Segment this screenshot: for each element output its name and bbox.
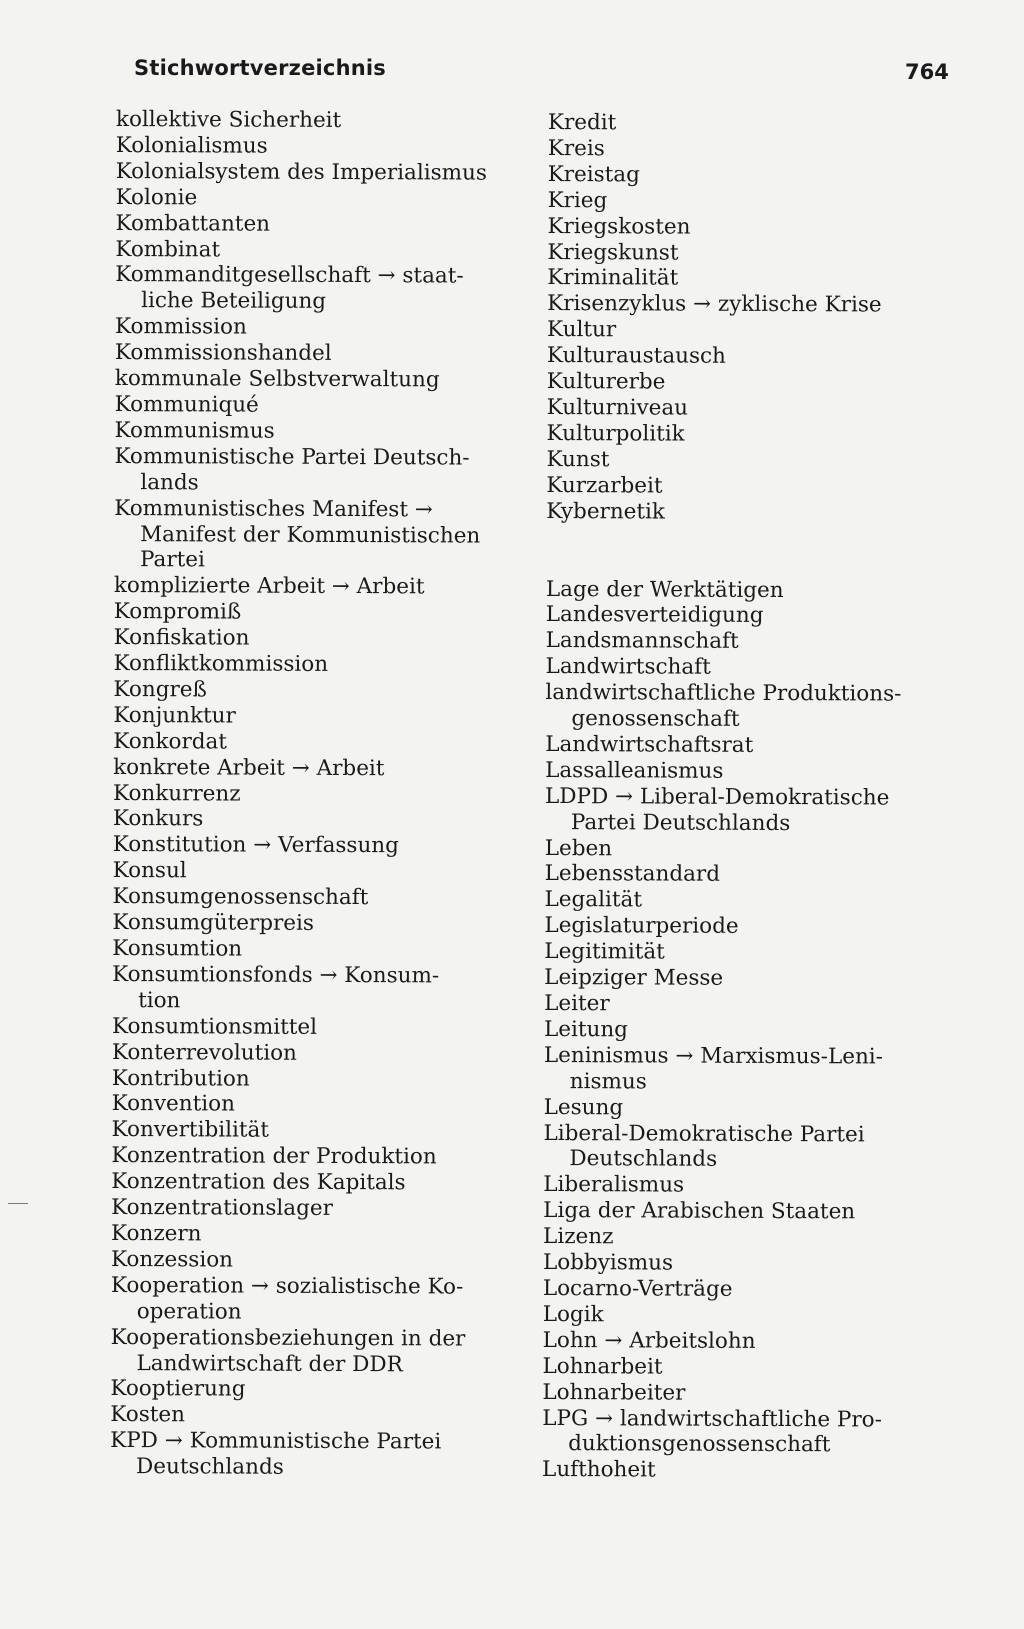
entry-term: Lizenz [543, 1224, 614, 1250]
entry-term: Lohnarbeit [542, 1353, 663, 1380]
index-entry [547, 214, 937, 242]
entry-term: Kommissionshandel [114, 340, 332, 367]
index-entry [547, 291, 937, 319]
index-entry [545, 758, 935, 786]
index-entry [115, 340, 510, 368]
index-entry [116, 185, 511, 213]
index-entry [113, 755, 508, 783]
index-entry [113, 703, 508, 731]
entry-term: Kongreß [113, 676, 207, 703]
entry-term: Kommanditgesellschaft → staat- [115, 262, 464, 289]
entry-continuation: tion [138, 987, 181, 1014]
entry-term: Konfliktkommission [113, 651, 329, 677]
index-entry [110, 1428, 505, 1482]
entry-continuation: Deutschlands [136, 1454, 284, 1480]
entry-term: Kontribution [111, 1065, 250, 1092]
entry-term: Kooperation → sozialistische Ko- [110, 1272, 464, 1300]
entry-term: Lassalleanismus [545, 757, 724, 784]
index-entry [543, 1198, 933, 1226]
entry-term: Kurzarbeit [546, 472, 663, 499]
entry-term: KPD → Kommunistische Partei [110, 1428, 442, 1455]
entry-term: Kombattanten [115, 210, 271, 237]
entry-term: Kompromiß [113, 599, 242, 625]
index-entry [110, 1402, 505, 1430]
entry-term: Konsumtionsfonds → Konsum- [112, 961, 440, 989]
entry-term: Konzentration des Kapitals [111, 1169, 406, 1196]
entry-term: konkrete Arbeit → Arbeit [113, 754, 385, 781]
entry-continuation: Partei [139, 547, 205, 573]
entry-continuation: liche Beteiligung [141, 288, 327, 315]
entry-term: Leipziger Messe [544, 965, 724, 991]
index-entry [116, 107, 511, 135]
index-entry [542, 1405, 932, 1459]
index-entry [113, 677, 508, 705]
page-number: 764 [905, 60, 949, 84]
index-entry [110, 1325, 505, 1379]
index-entry [544, 913, 934, 941]
index-entry [543, 1172, 933, 1200]
entry-term: Kooptierung [110, 1376, 246, 1402]
entry-term: Kommunistisches Manifest → [114, 495, 433, 522]
index-entry [548, 136, 938, 164]
entry-term: Leben [544, 835, 613, 861]
entry-term: Kosten [110, 1402, 186, 1428]
index-entry [112, 1091, 507, 1119]
index-entry [111, 1195, 506, 1223]
entry-term: Kombinat [115, 236, 221, 262]
index-entry [111, 1221, 506, 1249]
index-entry [114, 496, 509, 575]
index-entry [547, 240, 937, 268]
entry-term: Locarno-Verträge [542, 1275, 733, 1302]
entry-term: Lohnarbeiter [542, 1379, 686, 1406]
entry-term: Konjunktur [113, 702, 236, 729]
index-entry [114, 444, 509, 498]
index-entry [543, 1224, 933, 1252]
entry-term: Kulturpolitik [546, 420, 685, 447]
entry-term: Liga der Arabischen Staaten [543, 1198, 856, 1225]
index-entry [111, 1169, 506, 1197]
entry-term: Kreistag [547, 161, 640, 188]
entry-term: Konzentrationslager [111, 1195, 333, 1222]
entry-term: Konsumgüterpreis [112, 910, 314, 936]
entry-term: Kolonialismus [115, 132, 268, 159]
index-entry [544, 939, 934, 967]
entry-term: Konvertibilität [111, 1117, 270, 1144]
entry-term: Logik [542, 1301, 604, 1328]
entry-term: Kommunistische Partei Deutsch- [114, 443, 470, 471]
entry-term: Lohn → Arbeitslohn [542, 1327, 756, 1354]
entry-term: Kunst [546, 446, 610, 473]
index-entry [543, 1328, 933, 1356]
index-entry [115, 392, 510, 420]
entry-term: Kulturaustausch [546, 343, 726, 369]
index-entry [547, 395, 937, 423]
entry-continuation: Deutschlands [569, 1146, 718, 1173]
entry-term: Leninismus → Marxismus-Leni- [543, 1042, 884, 1070]
scan-margin-mark [8, 1203, 28, 1204]
index-entry [112, 884, 507, 912]
index-entry [112, 1066, 507, 1094]
entry-continuation: genossenschaft [571, 706, 740, 732]
entry-term: landwirtschaftliche Produktions- [545, 680, 902, 707]
index-entry [114, 651, 509, 679]
entry-term: Liberal-Demokratische Partei [543, 1120, 865, 1147]
entry-term: Konzern [111, 1220, 202, 1247]
entry-term: Konsumtionsmittel [111, 1013, 318, 1040]
entry-continuation: operation [136, 1298, 242, 1325]
index-entry [114, 599, 509, 627]
entry-term: Kredit [547, 110, 617, 136]
index-entry [115, 314, 510, 342]
entry-term: Kooperationsbeziehungen in der [110, 1324, 466, 1352]
entry-term: Konkurs [112, 806, 204, 832]
entry-term: Kriminalität [547, 265, 679, 292]
entry-continuation: duktionsgenossenschaft [568, 1431, 831, 1458]
entry-term: Lufthoheit [542, 1457, 656, 1483]
index-entry [113, 858, 508, 886]
index-entry [546, 628, 936, 656]
entry-term: Kriegskunst [547, 239, 679, 266]
entry-term: LDPD → Liberal-Demokratische [544, 783, 890, 811]
index-entry [112, 936, 507, 964]
index-entry [547, 369, 937, 397]
entry-term: Landwirtschaftsrat [545, 731, 754, 758]
entry-term: Legalität [544, 887, 643, 913]
entry-term: komplizierte Arbeit → Arbeit [113, 573, 425, 600]
entry-term: Landsmannschaft [545, 628, 739, 655]
index-entry [114, 625, 509, 653]
entry-term: Konfiskation [113, 625, 250, 651]
entry-term: Konstitution → Verfassung [112, 832, 399, 859]
entry-term: Leiter [544, 990, 610, 1017]
index-entry [542, 1457, 932, 1485]
index-entry [110, 1376, 505, 1404]
index-entry [115, 262, 510, 316]
entry-term: Kommunismus [114, 417, 275, 444]
index-entry [111, 1117, 506, 1145]
index-entry [111, 1143, 506, 1171]
entry-term: Legitimität [544, 939, 665, 965]
index-entry [113, 832, 508, 860]
index-entry [546, 576, 936, 604]
entry-term: kollektive Sicherheit [115, 107, 342, 133]
index-entry [112, 910, 507, 938]
index-entry [114, 573, 509, 601]
entry-term: Krieg [547, 187, 608, 213]
index-entry [111, 1247, 506, 1275]
index-entry [548, 162, 938, 190]
index-entry [547, 343, 937, 371]
index-entry [115, 211, 510, 239]
page-header-title: Stichwortverzeichnis [134, 56, 386, 80]
entry-term: Lebensstandard [544, 861, 721, 888]
entry-term: Konkurrenz [112, 780, 241, 807]
entry-continuation: nismus [569, 1068, 647, 1095]
index-entry [113, 729, 508, 757]
index-entry [111, 1273, 506, 1327]
entry-term: Konzession [110, 1246, 234, 1273]
entry-term: LPG → landwirtschaftliche Pro- [542, 1405, 882, 1432]
entry-term: Konsul [112, 858, 187, 884]
entry-term: Lage der Werktätigen [545, 576, 784, 603]
index-entry [544, 991, 934, 1019]
index-entry [542, 1354, 932, 1382]
index-entry [116, 133, 511, 161]
index-entry [112, 962, 507, 1016]
entry-term: Legislaturperiode [544, 913, 739, 940]
entry-term: Kriegskosten [547, 213, 691, 240]
index-entry [112, 1014, 507, 1042]
index-entry [546, 654, 936, 682]
index-entry [546, 473, 936, 501]
entry-continuation: Landwirtschaft der DDR [136, 1350, 403, 1377]
index-entry [543, 1250, 933, 1278]
entry-term: Konkordat [113, 728, 228, 755]
entry-term: Krisenzyklus → zyklische Krise [547, 291, 882, 318]
index-entry [113, 781, 508, 809]
right-column-k-section [546, 110, 938, 526]
index-entry [547, 421, 937, 449]
index-entry [544, 887, 934, 915]
left-column [110, 107, 511, 1482]
entry-continuation: Partei Deutschlands [570, 809, 791, 836]
entry-term: Kultur [546, 317, 617, 343]
entry-term: Liberalismus [543, 1172, 685, 1198]
index-entry [543, 1121, 933, 1175]
entry-term: Kulturniveau [546, 394, 689, 421]
entry-term: Landwirtschaft [545, 654, 711, 680]
index-entry [116, 159, 511, 187]
section-gap [546, 524, 936, 578]
index-entry [115, 366, 510, 394]
entry-term: Konterrevolution [111, 1039, 297, 1066]
index-entry [544, 965, 934, 993]
right-column-l-section [542, 576, 936, 1484]
index-entry [545, 861, 935, 889]
index-entry [547, 317, 937, 345]
index-entry [542, 1380, 932, 1408]
index-entry [546, 499, 936, 527]
index-entry [115, 418, 510, 446]
entry-continuation: Manifest der Kommunistischen [140, 521, 481, 549]
entry-term: Kolonie [115, 184, 198, 211]
entry-term: Lesung [543, 1094, 624, 1120]
index-entry [547, 265, 937, 293]
entry-term: Kolonialsystem des Imperialismus [115, 158, 487, 186]
index-entry [545, 784, 935, 838]
entry-term: Kybernetik [546, 498, 666, 525]
entry-term: Leitung [543, 1016, 629, 1043]
index-entry [548, 110, 938, 138]
entry-term: Konvention [111, 1091, 236, 1117]
index-entry [545, 732, 935, 760]
index-entry [545, 836, 935, 864]
entry-term: Kommuniqué [114, 391, 259, 418]
index-entry [112, 1040, 507, 1068]
index-entry [544, 1095, 934, 1123]
entry-term: Konsumtion [112, 935, 243, 962]
index-entry [548, 188, 938, 216]
entry-term: Kulturerbe [546, 369, 666, 395]
index-entry [544, 1017, 934, 1045]
index-entry [545, 680, 935, 734]
entry-term: Kreis [547, 135, 605, 162]
entry-term: Konsumgenossenschaft [112, 884, 369, 911]
entry-continuation: lands [140, 469, 199, 496]
entry-term: kommunale Selbstverwaltung [114, 366, 440, 393]
right-column [542, 110, 938, 1485]
index-entry [546, 447, 936, 475]
entry-term: Lobbyismus [542, 1250, 674, 1276]
index-entry [544, 1043, 934, 1097]
entry-term: Kommission [114, 314, 247, 340]
index-entry [543, 1302, 933, 1330]
index-entry [113, 806, 508, 834]
index-entry [546, 602, 936, 630]
entry-term: Landesverteidigung [545, 602, 764, 629]
index-entry [543, 1276, 933, 1304]
index-entry [115, 237, 510, 265]
entry-term: Konzentration der Produktion [111, 1143, 437, 1170]
